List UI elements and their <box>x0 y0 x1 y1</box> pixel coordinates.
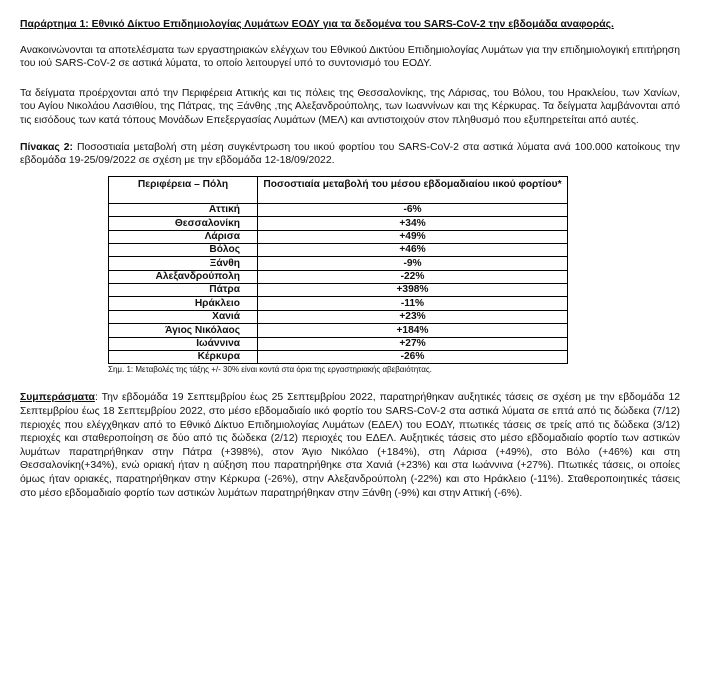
table-row <box>109 217 568 230</box>
city-cell: Κέρκυρα <box>109 351 258 364</box>
change-cell: -9% <box>258 257 568 270</box>
city-cell: Ιωάννινα <box>109 337 258 350</box>
table-header-row <box>109 176 568 203</box>
change-cell: +34% <box>258 217 568 230</box>
intro-paragraph: Ανακοινώνονται τα αποτελέσματα των εργαστηριακών ελέγχων του Εθνικού Δικτύου Επιδημιολογίας Λυμάτων για την επιδημιολογική επιτήρηση του ιού SARS-CoV-2 σε αστικά λύματα, το οποίο λειτουργεί υπό το συντονισμό του ΕΟΔΥ. <box>20 44 680 70</box>
city-cell: Πάτρα <box>109 284 258 297</box>
change-cell: -11% <box>258 297 568 310</box>
document-page <box>20 18 680 514</box>
table-row <box>109 243 568 256</box>
city-cell: Άγιος Νικόλαος <box>109 324 258 337</box>
conclusions-paragraph <box>20 391 680 500</box>
table-caption-text: Ποσοστιαία μεταβολή στη μέση συγκέντρωση του ιικού φορτίου του SARS-CoV-2 στα αστικά λύματα ανά 100.000 κατοίκους την εβδομάδα 19-25/09/2022 σε σχέση με την εβδομάδα 12-18/09/2022. <box>20 141 680 167</box>
table-row <box>109 324 568 337</box>
table-body <box>109 203 568 364</box>
city-cell: Ξάνθη <box>109 257 258 270</box>
table-row <box>109 284 568 297</box>
table-caption-label: Πίνακας 2: <box>20 141 73 153</box>
conclusions-label: Συμπεράσματα <box>20 392 95 404</box>
change-cell: +184% <box>258 324 568 337</box>
samples-paragraph: Τα δείγματα προέρχονται από την Περιφέρεια Αττικής και τις πόλεις της Θεσσαλονίκης, της Λάρισας, του Βόλου, του Ηρακλείου, των Χανίων, του Αγίου Νικολάου Λασιθίου, της Πάτρας, της Ξάνθης ,της Αλεξανδρούπολης, των Ιωαννίνων και της Κέρκυρας. Τα δείγματα λαμβάνονται από τις εισόδους των κατά τόπους Μονάδων Επεξεργασίας Λυμάτων (ΜΕΛ) και αντιστοιχούν στον πληθυσμό που εξυπηρετείται από αυτές. <box>20 87 680 126</box>
change-cell: +398% <box>258 284 568 297</box>
table-caption <box>20 141 680 168</box>
change-cell: -22% <box>258 270 568 283</box>
change-cell: +23% <box>258 310 568 323</box>
table-row <box>109 297 568 310</box>
table-row <box>109 230 568 243</box>
city-cell: Λάρισα <box>109 230 258 243</box>
change-cell: -26% <box>258 351 568 364</box>
table-row <box>109 203 568 216</box>
table-row <box>109 310 568 323</box>
city-cell: Αττική <box>109 203 258 216</box>
table-row <box>109 337 568 350</box>
change-cell: +49% <box>258 230 568 243</box>
change-cell: +27% <box>258 337 568 350</box>
city-cell: Βόλος <box>109 243 258 256</box>
city-cell: Θεσσαλονίκη <box>109 217 258 230</box>
annex-heading: Παράρτημα 1: Εθνικό Δίκτυο Επιδημιολογίας Λυμάτων ΕΟΔΥ για τα δεδομένα του SARS-CoV-2 την εβδομάδα αναφοράς. <box>20 19 614 30</box>
city-cell: Ηράκλειο <box>109 297 258 310</box>
table-note: Σημ. 1: Μεταβολές της τάξης +/- 30% είναι κοντά στα όρια της εργαστηριακής αβεβαιότητας. <box>108 365 432 375</box>
city-cell: Αλεξανδρούπολη <box>109 270 258 283</box>
table-row <box>109 351 568 364</box>
table-row <box>109 257 568 270</box>
header-region-city: Περιφέρεια – Πόλη <box>109 176 258 203</box>
city-cell: Χανιά <box>109 310 258 323</box>
change-cell: +46% <box>258 243 568 256</box>
header-percent-change: Ποσοστιαία μεταβολή του μέσου εβδομαδιαίου ιικού φορτίου* <box>258 176 568 203</box>
conclusions-text: : Την εβδομάδα 19 Σεπτεμβρίου έως 25 Σεπτεμβρίου 2022, παρατηρήθηκαν αυξητικές τάσεις σε σχέση με την εβδομάδα 12 Σεπτεμβρίου έως 18 Σεπτεμβρίου 2022, στο μέσο εβδομαδιαίο ιικό φορτίο του SARS-CoV-2 στα αστικά λύματα σε επτά από τις δώδεκα (7/12) περιοχές που ελέγχθηκαν από το Εθνικό Δίκτυο Επιδημιολογίας Λυμάτων (ΕΔΕΛ) του ΕΟΔΥ, πτωτικές τάσεις σε τρείς από τις δώδεκα (3/12) περιοχές και σταθεροποίηση σε δύο από τις δώδεκα (2/12) περιοχές του ΕΔΕΛ. Αυξητικές τάσεις στο μέσο εβδομαδιαίο φορτίο των αστικών λυμάτων παρατηρήθηκαν στην Πάτρα (+398%), στον Άγιο Νικόλαο (+184%), στη Λάρισα (+49%), στο Βόλο (+46%) και στη Θεσσαλονίκη(+34%), ενώ οριακή ήταν η αύξηση που παρατηρήθηκε στα Χανιά (+23%) και στα Ιωάννινα (+27%). Πτωτικές τάσεις, οι οποίες όμως ήταν οριακές, παρατηρήθηκαν στην Κέρκυρα (-26%), στην Αλεξανδρούπολη (-22%) και στο Ηράκλειο (-11%). Σταθεροποιητικές τάσεις στο μέσο εβδομαδιαίο φορτίο των αστικών λυμάτων παρατηρήθηκαν στην Ξάνθη (-9%) και στην Αττική (-6%). <box>20 392 680 499</box>
change-cell: -6% <box>258 203 568 216</box>
change-table <box>108 176 568 365</box>
table-row <box>109 270 568 283</box>
